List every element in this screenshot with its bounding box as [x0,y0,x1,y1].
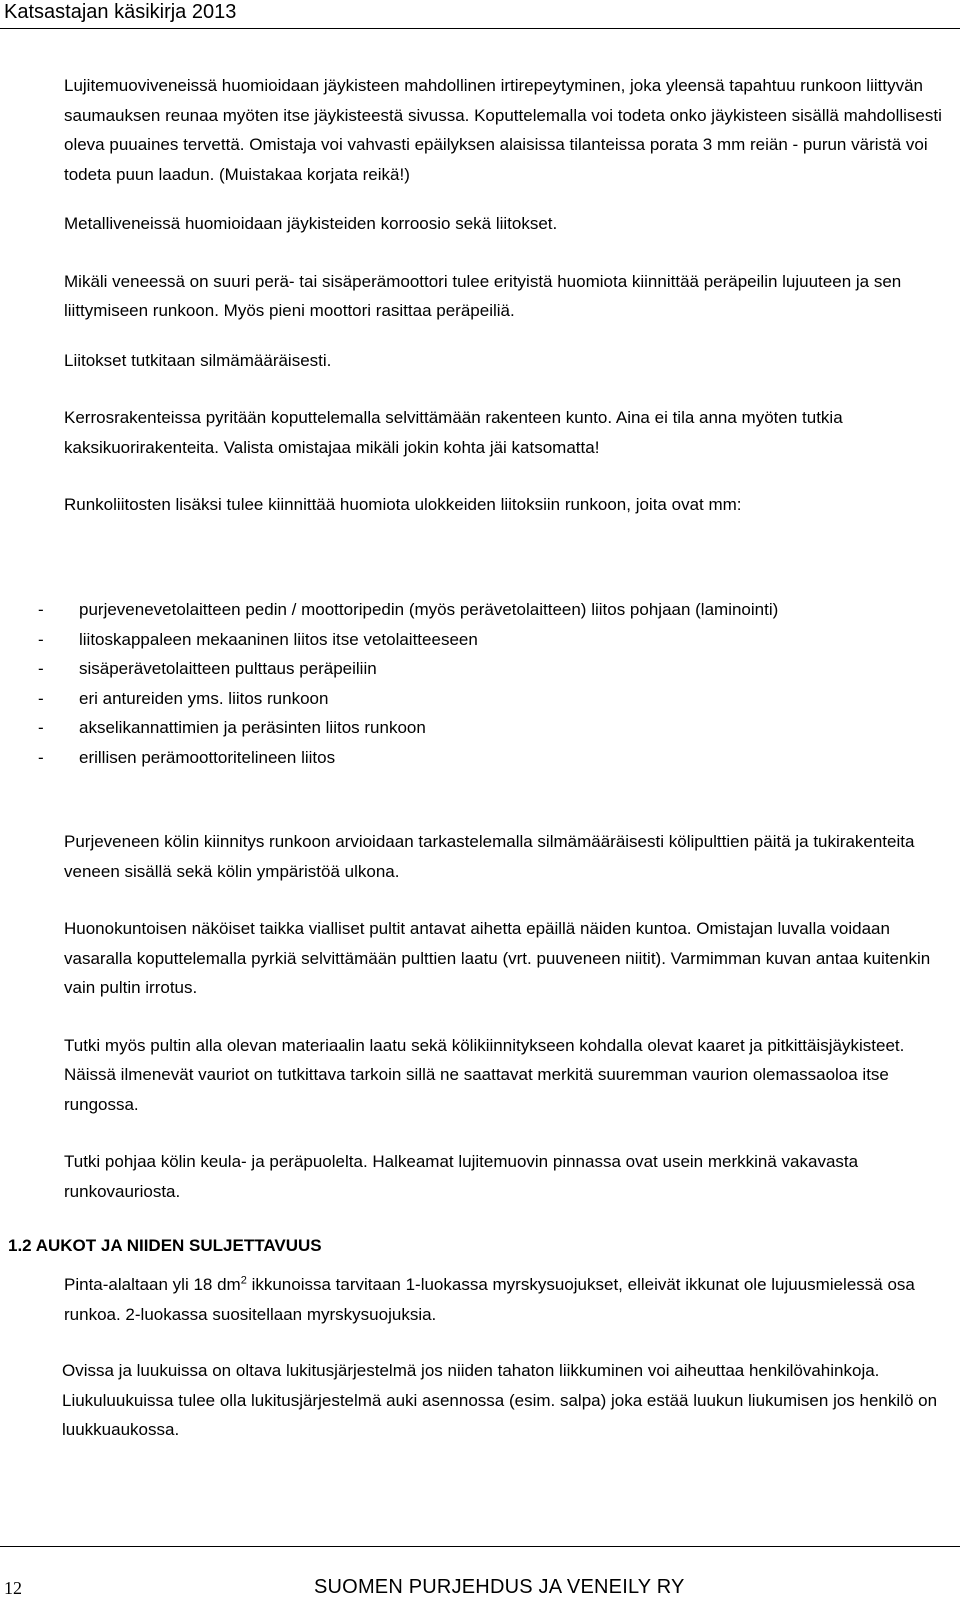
footer-divider [0,1546,960,1547]
list-item-text: akselikannattimien ja peräsinten liitos runkoon [79,718,426,737]
paragraph: Lujitemuoviveneissä huomioidaan jäykisteen mahdollinen irtirepeytyminen, joka yleensä tapahtuu runkoon liittyvän saumauksen reunaa myöten itse jäykisteestä sivussa. Koputtelemalla voi todeta onko jäykisteen sisällä mahdollisesti oleva puuaines tervettä. Omistaja voi vahvasti epäilyksen alaisissa tilanteissa porata 3 mm reiän - purun väristä voi todeta puun laadun. (Muistakaa korjata reikä!) [64,76,942,184]
list-item [38,654,918,684]
paragraph: Liitokset tutkitaan silmämääräisesti. [64,350,332,370]
list-item-text: liitoskappaleen mekaaninen liitos itse vetolaitteeseen [79,629,478,649]
bullet-marker: - [38,600,44,619]
list-item-text: eri antureiden yms. liitos runkoon [79,688,329,708]
paragraph: Kerrosrakenteissa pyritään koputtelemalla selvittämään rakenteen kunto. Aina ei tila anna myöten tutkia kaksikuorirakenteita. Valista omistajaa mikäli jokin kohta jäi katsomatta! [64,408,843,457]
text-run: Pinta-alaltaan yli 18 dm [64,1275,241,1294]
footer-organization: SUOMEN PURJEHDUS JA VENEILY RY [314,1576,685,1598]
paragraph: Mikäli veneessä on suuri perä- tai sisäperämoottori tulee erityistä huomiota kiinnittää peräpeilin lujuuteen ja sen liittymiseen runkoon. Myös pieni moottori rasittaa peräpeiliä. [64,271,902,320]
section-content-2 [62,1356,942,1445]
bullet-marker: - [38,659,44,678]
paragraph: Huonokuntoisen näköiset taikka vialliset pultit antavat aihetta epäillä näiden kuntoa. Omistajan luvalla voidaan vasaralla koputtelemalla pyrkiä selvittämään pulttien laatu (vrt. puuveneen niitit). Varmimman kuvan antaa kuitenkin vain pultin irrotus. [64,919,931,997]
bullet-marker: - [38,718,44,737]
attachment-list [38,595,918,772]
page-number: 12 [4,1578,22,1598]
list-item-text: purjevenevetolaitteen pedin / moottoripedin (myös perävetolaitteen) liitos pohjaan (laminointi) [79,600,779,619]
list-item-text: sisäperävetolaitteen pulttaus peräpeiliin [79,659,377,678]
list-item [38,625,918,655]
list-item [38,684,918,714]
section-heading: 1.2 AUKOT JA NIIDEN SULJETTAVUUS [8,1236,322,1255]
bullet-marker: - [38,747,44,767]
paragraph: Purjeveneen kölin kiinnitys runkoon arvioidaan tarkastelemalla silmämääräisesti kölipulttien päitä ja tukirakenteita veneen sisällä sekä kölin ympäristöä ulkona. [64,832,915,881]
header-title: Katsastajan käsikirja 2013 [4,1,237,23]
paragraph: Liukuluukuissa tulee olla lukitusjärjestelmä auki asennossa (esim. salpa) joka estää luukun liukumisen jos henkilö on luukkuaukossa. [62,1390,938,1439]
keel-content [64,827,944,1206]
list-item [38,713,918,743]
paragraph: Ovissa ja luukuissa on oltava lukitusjärjestelmä jos niiden tahaton liikkuminen voi aiheuttaa henkilövahinkoja. [62,1361,880,1380]
paragraph: Tutki myös pultin alla olevan materiaalin laatu sekä kölikiinnitykseen kohdalla olevat kaaret ja pitkittäisjäykisteet. Näissä ilmenevät vauriot on tutkittava tarkoin sillä ne saattavat merkitä suuremman vaurion olemassaoloa itse rungossa. [64,1035,905,1114]
bullet-marker: - [38,629,44,649]
text-run: ikkunoissa tarvitaan 1-luokassa myrskysuojukset, elleivät ikkunat ole lujuusmielessä osa runkoa. 2-luokassa suositellaan myrskysuojuksia. [64,1275,915,1324]
superscript: 2 [240,1274,247,1287]
list-item [38,743,918,773]
list-item-text: erillisen perämoottoritelineen liitos [79,747,336,767]
list-item [38,595,918,625]
bullet-marker: - [38,688,44,708]
section-content [64,1270,944,1329]
header-divider [0,28,960,29]
paragraph: Metalliveneissä huomioidaan jäykisteiden korroosio sekä liitokset. [64,214,558,233]
main-content [64,71,944,520]
paragraph: Tutki pohjaa kölin keula- ja peräpuolelta. Halkeamat lujitemuovin pinnassa ovat usein merkkinä vakavasta runkovauriosta. [64,1152,859,1201]
paragraph: Runkoliitosten lisäksi tulee kiinnittää huomiota ulokkeiden liitoksiin runkoon, joita ovat mm: [64,495,742,514]
paragraph [64,1270,944,1329]
